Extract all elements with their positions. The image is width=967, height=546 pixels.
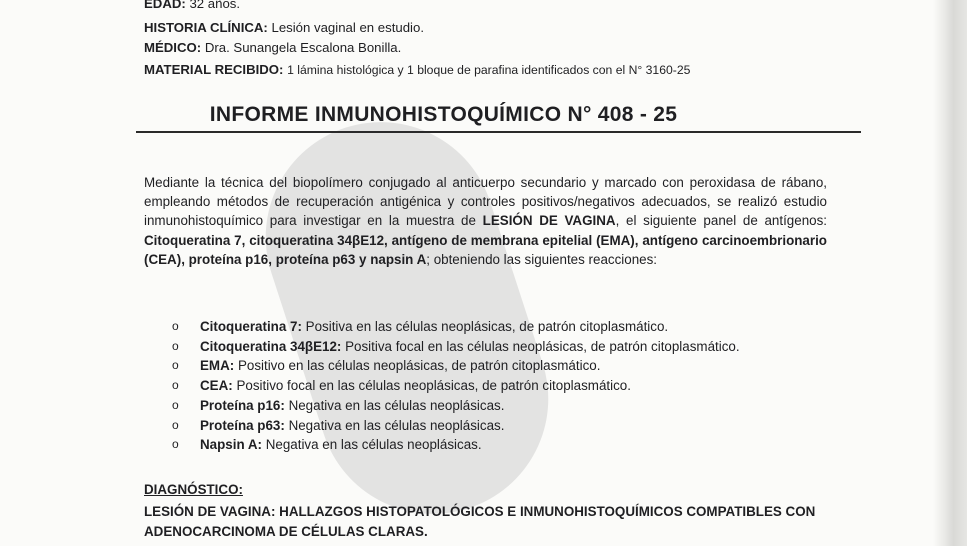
bullet-icon: o	[172, 358, 179, 373]
field-value: Lesión vaginal en estudio.	[271, 20, 424, 35]
bullet-icon: o	[172, 437, 179, 452]
intro-antigen-panel: Citoqueratina 7, citoqueratina 34βE12, antígeno de membrana epitelial (EMA), antígeno carcinoembrionario (CEA), proteína p16, proteína p63 y napsin A	[144, 232, 827, 267]
marker-name: Citoqueratina 7:	[200, 319, 302, 334]
list-item	[172, 435, 740, 455]
intro-paragraph	[144, 173, 827, 269]
intro-text-2: , el siguiente panel de antígenos:	[615, 213, 828, 229]
marker-result: Positiva focal en las células neoplásicas, de patrón citoplasmático.	[341, 338, 740, 354]
diagnosis-heading: DIAGNÓSTICO:	[144, 482, 243, 497]
list-item	[172, 376, 740, 396]
list-item	[172, 356, 740, 376]
field-physician	[144, 38, 401, 58]
field-value: 32 años.	[189, 0, 241, 11]
field-label: MATERIAL RECIBIDO:	[144, 62, 284, 77]
diagnosis-text: LESIÓN DE VAGINA: HALLAZGOS HISTOPATOLÓGICOS E INMUNOHISTOQUÍMICOS COMPATIBLES CON ADENOCARCINOMA DE CÉLULAS CLARAS.	[144, 504, 816, 539]
field-value: Dra. Sunangela Escalona Bonilla.	[204, 40, 402, 55]
field-age	[144, 0, 240, 14]
marker-name: CEA:	[200, 378, 233, 394]
marker-result: Positivo focal en las células neoplásicas, de patrón citoplasmático.	[232, 378, 631, 394]
list-item	[172, 317, 740, 337]
marker-result: Negativa en las células neoplásicas.	[284, 417, 505, 433]
marker-name: Proteína p63:	[200, 417, 285, 433]
marker-result: Positivo en las células neoplásicas, de patrón citoplasmático.	[234, 358, 601, 374]
field-label: EDAD:	[144, 0, 186, 11]
list-item	[172, 416, 740, 436]
marker-name: EMA:	[200, 358, 235, 374]
marker-result: Negativa en las células neoplásicas.	[284, 397, 505, 413]
field-value: 1 lámina histológica y 1 bloque de parafina identificados con el N° 3160-25	[287, 63, 691, 77]
intro-text-1: Mediante la técnica del biopolímero conjugado al anticuerpo secundario y marcado con peroxidasa de rábano, empleando métodos de recuperación antigénica y controles positivos/negativos adecuados, se realizó estudio inmunohistoquímico para investigar en la muestra de	[144, 175, 827, 229]
intro-sample-name: LESIÓN DE VAGINA	[482, 213, 616, 229]
scan-edge-shadow	[933, 0, 967, 546]
intro-text-3: ; obteniendo las siguientes reacciones:	[426, 251, 658, 267]
bullet-icon: o	[172, 417, 179, 432]
report-title: INFORME INMUNOHISTOQUÍMICO N° 408 - 25	[209, 103, 678, 126]
title-underline	[136, 131, 861, 133]
bullet-icon: o	[172, 319, 179, 333]
list-item	[172, 396, 740, 416]
marker-result: Negativa en las células neoplásicas.	[262, 437, 482, 453]
marker-name: Citoqueratina 34βE12:	[200, 338, 342, 354]
list-item	[172, 337, 740, 357]
field-label: HISTORIA CLÍNICA:	[144, 20, 268, 35]
field-clinical-history	[144, 18, 424, 38]
results-list	[172, 317, 740, 455]
marker-name: Proteína p16:	[200, 397, 285, 413]
bullet-icon: o	[172, 338, 179, 353]
bullet-icon: o	[172, 378, 179, 393]
field-material-received	[144, 60, 690, 80]
bullet-icon: o	[172, 397, 179, 412]
field-label: MÉDICO:	[144, 40, 202, 55]
marker-name: Napsin A:	[200, 437, 262, 453]
marker-result: Positiva en las células neoplásicas, de patrón citoplasmático.	[301, 319, 669, 334]
